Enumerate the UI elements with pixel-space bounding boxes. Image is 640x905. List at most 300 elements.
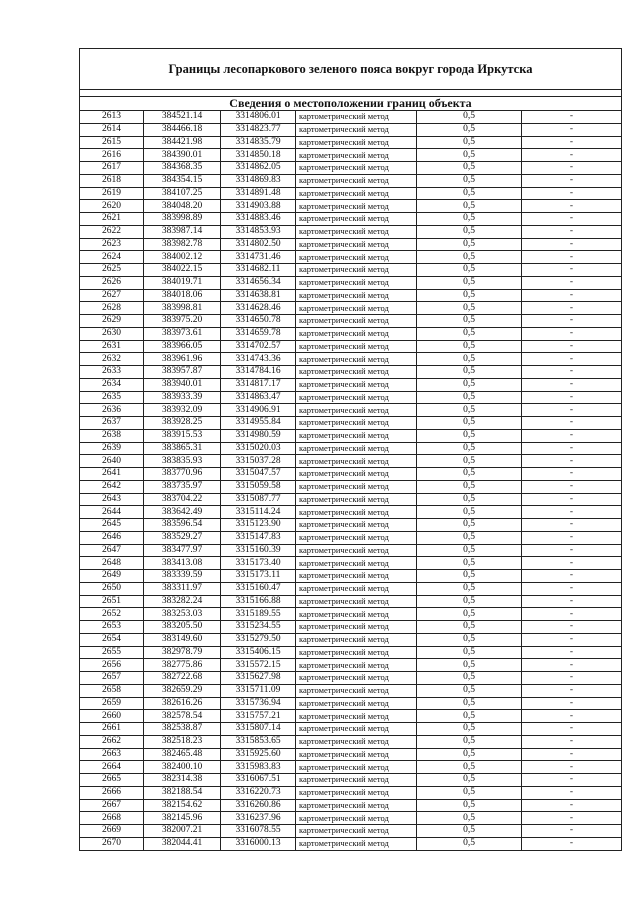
y-coordinate-cell: 3315123.90 — [221, 519, 296, 532]
method-cell: картометрический метод — [296, 684, 417, 697]
point-number-cell: 2665 — [80, 774, 144, 787]
y-coordinate-cell: 3316000.13 — [221, 837, 296, 849]
description-cell: - — [522, 493, 622, 506]
table-row — [80, 570, 621, 583]
description-cell: - — [522, 455, 622, 468]
point-number-cell: 2653 — [80, 621, 144, 634]
precision-cell: 0,5 — [417, 608, 522, 621]
method-cell: картометрический метод — [296, 506, 417, 519]
method-cell: картометрический метод — [296, 340, 417, 353]
description-cell: - — [522, 123, 622, 136]
point-number-cell: 2650 — [80, 582, 144, 595]
y-coordinate-cell: 3315020.03 — [221, 442, 296, 455]
point-number-cell: 2642 — [80, 480, 144, 493]
method-cell: картометрический метод — [296, 774, 417, 787]
x-coordinate-cell: 383835.93 — [144, 455, 221, 468]
document-title: Границы лесопаркового зеленого пояса вокруг города Иркутска — [80, 49, 621, 90]
x-coordinate-cell: 383975.20 — [144, 315, 221, 328]
method-cell: картометрический метод — [296, 149, 417, 162]
method-cell: картометрический метод — [296, 735, 417, 748]
table-row — [80, 684, 621, 697]
point-number-cell: 2630 — [80, 327, 144, 340]
y-coordinate-cell: 3314743.36 — [221, 353, 296, 366]
point-number-cell: 2626 — [80, 276, 144, 289]
method-cell: картометрический метод — [296, 404, 417, 417]
description-cell: - — [522, 213, 622, 226]
table-row — [80, 519, 621, 532]
description-cell: - — [522, 442, 622, 455]
x-coordinate-cell: 383735.97 — [144, 480, 221, 493]
x-coordinate-cell: 382578.54 — [144, 710, 221, 723]
x-coordinate-cell: 383704.22 — [144, 493, 221, 506]
precision-cell: 0,5 — [417, 111, 522, 123]
y-coordinate-cell: 3314702.57 — [221, 340, 296, 353]
precision-cell: 0,5 — [417, 327, 522, 340]
description-cell: - — [522, 162, 622, 175]
precision-cell: 0,5 — [417, 646, 522, 659]
table-row — [80, 238, 621, 251]
x-coordinate-cell: 384368.35 — [144, 162, 221, 175]
point-number-cell: 2633 — [80, 366, 144, 379]
precision-cell: 0,5 — [417, 340, 522, 353]
method-cell: картометрический метод — [296, 646, 417, 659]
point-number-cell: 2640 — [80, 455, 144, 468]
x-coordinate-cell: 382044.41 — [144, 837, 221, 849]
table-row — [80, 327, 621, 340]
x-coordinate-cell: 382188.54 — [144, 786, 221, 799]
point-number-cell: 2618 — [80, 174, 144, 187]
y-coordinate-cell: 3314955.84 — [221, 417, 296, 430]
point-number-cell: 2632 — [80, 353, 144, 366]
method-cell: картометрический метод — [296, 519, 417, 532]
precision-cell: 0,5 — [417, 748, 522, 761]
x-coordinate-cell: 382007.21 — [144, 825, 221, 838]
method-cell: картометрический метод — [296, 595, 417, 608]
point-number-cell: 2647 — [80, 544, 144, 557]
point-number-cell: 2625 — [80, 264, 144, 277]
description-cell: - — [522, 799, 622, 812]
method-cell: картометрический метод — [296, 723, 417, 736]
y-coordinate-cell: 3314891.48 — [221, 187, 296, 200]
point-number-cell: 2669 — [80, 825, 144, 838]
precision-cell: 0,5 — [417, 799, 522, 812]
x-coordinate-cell: 382659.29 — [144, 684, 221, 697]
precision-cell: 0,5 — [417, 672, 522, 685]
point-number-cell: 2662 — [80, 735, 144, 748]
y-coordinate-cell: 3314869.83 — [221, 174, 296, 187]
precision-cell: 0,5 — [417, 136, 522, 149]
method-cell: картометрический метод — [296, 225, 417, 238]
description-cell: - — [522, 238, 622, 251]
x-coordinate-cell: 383928.25 — [144, 417, 221, 430]
table-row — [80, 404, 621, 417]
table-row — [80, 761, 621, 774]
point-number-cell: 2635 — [80, 391, 144, 404]
point-number-cell: 2621 — [80, 213, 144, 226]
table-row — [80, 251, 621, 264]
description-cell: - — [522, 684, 622, 697]
precision-cell: 0,5 — [417, 238, 522, 251]
precision-cell: 0,5 — [417, 225, 522, 238]
table-row — [80, 429, 621, 442]
table-row — [80, 162, 621, 175]
table-row — [80, 200, 621, 213]
y-coordinate-cell: 3315173.40 — [221, 557, 296, 570]
point-number-cell: 2666 — [80, 786, 144, 799]
point-number-cell: 2622 — [80, 225, 144, 238]
x-coordinate-cell: 383642.49 — [144, 506, 221, 519]
method-cell: картометрический метод — [296, 162, 417, 175]
table-row — [80, 276, 621, 289]
point-number-cell: 2659 — [80, 697, 144, 710]
x-coordinate-cell: 383413.08 — [144, 557, 221, 570]
y-coordinate-cell: 3315572.15 — [221, 659, 296, 672]
method-cell: картометрический метод — [296, 429, 417, 442]
y-coordinate-cell: 3314823.77 — [221, 123, 296, 136]
method-cell: картометрический метод — [296, 315, 417, 328]
y-coordinate-cell: 3315047.57 — [221, 468, 296, 481]
description-cell: - — [522, 391, 622, 404]
x-coordinate-cell: 382145.96 — [144, 812, 221, 825]
x-coordinate-cell: 384466.18 — [144, 123, 221, 136]
y-coordinate-cell: 3315147.83 — [221, 531, 296, 544]
description-cell: - — [522, 200, 622, 213]
precision-cell: 0,5 — [417, 544, 522, 557]
x-coordinate-cell: 384022.15 — [144, 264, 221, 277]
precision-cell: 0,5 — [417, 531, 522, 544]
y-coordinate-cell: 3314650.78 — [221, 315, 296, 328]
description-cell: - — [522, 264, 622, 277]
table-row — [80, 837, 621, 849]
method-cell: картометрический метод — [296, 468, 417, 481]
method-cell: картометрический метод — [296, 238, 417, 251]
y-coordinate-cell: 3314806.01 — [221, 111, 296, 123]
description-cell: - — [522, 174, 622, 187]
table-row — [80, 174, 621, 187]
x-coordinate-cell: 382978.79 — [144, 646, 221, 659]
y-coordinate-cell: 3314863.47 — [221, 391, 296, 404]
x-coordinate-cell: 383933.39 — [144, 391, 221, 404]
x-coordinate-cell: 383982.78 — [144, 238, 221, 251]
y-coordinate-cell: 3315160.39 — [221, 544, 296, 557]
description-cell: - — [522, 506, 622, 519]
table-row — [80, 480, 621, 493]
description-cell: - — [522, 837, 622, 849]
precision-cell: 0,5 — [417, 570, 522, 583]
x-coordinate-cell: 384019.71 — [144, 276, 221, 289]
point-number-cell: 2649 — [80, 570, 144, 583]
description-cell: - — [522, 633, 622, 646]
point-number-cell: 2645 — [80, 519, 144, 532]
description-cell: - — [522, 480, 622, 493]
point-number-cell: 2667 — [80, 799, 144, 812]
description-cell: - — [522, 187, 622, 200]
precision-cell: 0,5 — [417, 480, 522, 493]
precision-cell: 0,5 — [417, 404, 522, 417]
y-coordinate-cell: 3316260.86 — [221, 799, 296, 812]
method-cell: картометрический метод — [296, 213, 417, 226]
method-cell: картометрический метод — [296, 812, 417, 825]
x-coordinate-cell: 384390.01 — [144, 149, 221, 162]
x-coordinate-cell: 383529.27 — [144, 531, 221, 544]
y-coordinate-cell: 3316067.51 — [221, 774, 296, 787]
table-row — [80, 315, 621, 328]
y-coordinate-cell: 3314853.93 — [221, 225, 296, 238]
y-coordinate-cell: 3315059.58 — [221, 480, 296, 493]
point-number-cell: 2664 — [80, 761, 144, 774]
table-row — [80, 697, 621, 710]
x-coordinate-cell: 382722.68 — [144, 672, 221, 685]
description-cell: - — [522, 570, 622, 583]
method-cell: картометрический метод — [296, 289, 417, 302]
x-coordinate-cell: 383311.97 — [144, 582, 221, 595]
description-cell: - — [522, 608, 622, 621]
method-cell: картометрический метод — [296, 366, 417, 379]
x-coordinate-cell: 383282.24 — [144, 595, 221, 608]
description-cell: - — [522, 659, 622, 672]
method-cell: картометрический метод — [296, 353, 417, 366]
method-cell: картометрический метод — [296, 570, 417, 583]
description-cell: - — [522, 276, 622, 289]
table-row — [80, 582, 621, 595]
precision-cell: 0,5 — [417, 506, 522, 519]
description-cell: - — [522, 723, 622, 736]
precision-cell: 0,5 — [417, 812, 522, 825]
description-cell: - — [522, 531, 622, 544]
table-row — [80, 633, 621, 646]
precision-cell: 0,5 — [417, 659, 522, 672]
x-coordinate-cell: 383865.31 — [144, 442, 221, 455]
x-coordinate-cell: 383998.81 — [144, 302, 221, 315]
x-coordinate-cell: 383205.50 — [144, 621, 221, 634]
x-coordinate-cell: 384107.25 — [144, 187, 221, 200]
method-cell: картометрический метод — [296, 748, 417, 761]
y-coordinate-cell: 3315757.21 — [221, 710, 296, 723]
x-coordinate-cell: 383253.03 — [144, 608, 221, 621]
x-coordinate-cell: 382775.86 — [144, 659, 221, 672]
precision-cell: 0,5 — [417, 774, 522, 787]
table-row — [80, 595, 621, 608]
point-number-cell: 2615 — [80, 136, 144, 149]
point-number-cell: 2620 — [80, 200, 144, 213]
point-number-cell: 2663 — [80, 748, 144, 761]
y-coordinate-cell: 3315234.55 — [221, 621, 296, 634]
precision-cell: 0,5 — [417, 366, 522, 379]
x-coordinate-cell: 382314.38 — [144, 774, 221, 787]
precision-cell: 0,5 — [417, 633, 522, 646]
y-coordinate-cell: 3314980.59 — [221, 429, 296, 442]
point-number-cell: 2648 — [80, 557, 144, 570]
precision-cell: 0,5 — [417, 353, 522, 366]
precision-cell: 0,5 — [417, 149, 522, 162]
y-coordinate-cell: 3316220.73 — [221, 786, 296, 799]
y-coordinate-cell: 3315807.14 — [221, 723, 296, 736]
table-row — [80, 442, 621, 455]
description-cell: - — [522, 302, 622, 315]
y-coordinate-cell: 3314784.16 — [221, 366, 296, 379]
table-row — [80, 659, 621, 672]
description-cell: - — [522, 251, 622, 264]
description-cell: - — [522, 786, 622, 799]
x-coordinate-cell: 382538.87 — [144, 723, 221, 736]
point-number-cell: 2656 — [80, 659, 144, 672]
precision-cell: 0,5 — [417, 123, 522, 136]
x-coordinate-cell: 382616.26 — [144, 697, 221, 710]
description-cell: - — [522, 327, 622, 340]
description-cell: - — [522, 429, 622, 442]
description-cell: - — [522, 289, 622, 302]
method-cell: картометрический метод — [296, 327, 417, 340]
method-cell: картометрический метод — [296, 391, 417, 404]
method-cell: картометрический метод — [296, 531, 417, 544]
description-cell: - — [522, 519, 622, 532]
x-coordinate-cell: 383998.89 — [144, 213, 221, 226]
precision-cell: 0,5 — [417, 429, 522, 442]
x-coordinate-cell: 382518.23 — [144, 735, 221, 748]
table-row — [80, 723, 621, 736]
table-row — [80, 468, 621, 481]
y-coordinate-cell: 3315853.65 — [221, 735, 296, 748]
precision-cell: 0,5 — [417, 493, 522, 506]
method-cell: картометрический метод — [296, 123, 417, 136]
method-cell: картометрический метод — [296, 251, 417, 264]
x-coordinate-cell: 383940.01 — [144, 378, 221, 391]
point-number-cell: 2614 — [80, 123, 144, 136]
precision-cell: 0,5 — [417, 378, 522, 391]
y-coordinate-cell: 3314802.50 — [221, 238, 296, 251]
point-number-cell: 2652 — [80, 608, 144, 621]
y-coordinate-cell: 3315173.11 — [221, 570, 296, 583]
point-number-cell: 2654 — [80, 633, 144, 646]
description-cell: - — [522, 825, 622, 838]
x-coordinate-cell: 383596.54 — [144, 519, 221, 532]
y-coordinate-cell: 3314682.11 — [221, 264, 296, 277]
point-number-cell: 2627 — [80, 289, 144, 302]
y-coordinate-cell: 3315160.47 — [221, 582, 296, 595]
description-cell: - — [522, 582, 622, 595]
point-number-cell: 2617 — [80, 162, 144, 175]
y-coordinate-cell: 3314656.34 — [221, 276, 296, 289]
precision-cell: 0,5 — [417, 213, 522, 226]
y-coordinate-cell: 3315983.83 — [221, 761, 296, 774]
y-coordinate-cell: 3314659.78 — [221, 327, 296, 340]
x-coordinate-cell: 383932.09 — [144, 404, 221, 417]
point-number-cell: 2628 — [80, 302, 144, 315]
precision-cell: 0,5 — [417, 684, 522, 697]
x-coordinate-cell: 383987.14 — [144, 225, 221, 238]
point-number-cell: 2670 — [80, 837, 144, 849]
x-coordinate-cell: 384521.14 — [144, 111, 221, 123]
table-row — [80, 455, 621, 468]
y-coordinate-cell: 3314628.46 — [221, 302, 296, 315]
table-row — [80, 621, 621, 634]
method-cell: картометрический метод — [296, 557, 417, 570]
x-coordinate-cell: 383915.53 — [144, 429, 221, 442]
x-coordinate-cell: 383770.96 — [144, 468, 221, 481]
x-coordinate-cell: 382465.48 — [144, 748, 221, 761]
table-row — [80, 812, 621, 825]
point-number-cell: 2636 — [80, 404, 144, 417]
description-cell: - — [522, 646, 622, 659]
point-number-cell: 2619 — [80, 187, 144, 200]
table-row — [80, 378, 621, 391]
method-cell: картометрический метод — [296, 608, 417, 621]
method-cell: картометрический метод — [296, 544, 417, 557]
point-number-cell: 2616 — [80, 149, 144, 162]
y-coordinate-cell: 3315166.88 — [221, 595, 296, 608]
method-cell: картометрический метод — [296, 187, 417, 200]
precision-cell: 0,5 — [417, 162, 522, 175]
precision-cell: 0,5 — [417, 761, 522, 774]
y-coordinate-cell: 3314850.18 — [221, 149, 296, 162]
precision-cell: 0,5 — [417, 735, 522, 748]
table-row — [80, 799, 621, 812]
precision-cell: 0,5 — [417, 519, 522, 532]
table-row — [80, 391, 621, 404]
method-cell: картометрический метод — [296, 200, 417, 213]
method-cell: картометрический метод — [296, 710, 417, 723]
description-cell: - — [522, 697, 622, 710]
point-number-cell: 2655 — [80, 646, 144, 659]
precision-cell: 0,5 — [417, 825, 522, 838]
description-cell: - — [522, 111, 622, 123]
x-coordinate-cell: 383149.60 — [144, 633, 221, 646]
method-cell: картометрический метод — [296, 493, 417, 506]
x-coordinate-cell: 383957.87 — [144, 366, 221, 379]
description-cell: - — [522, 710, 622, 723]
table-row — [80, 213, 621, 226]
x-coordinate-cell: 384048.20 — [144, 200, 221, 213]
method-cell: картометрический метод — [296, 442, 417, 455]
y-coordinate-cell: 3314862.05 — [221, 162, 296, 175]
table-row — [80, 264, 621, 277]
precision-cell: 0,5 — [417, 468, 522, 481]
precision-cell: 0,5 — [417, 289, 522, 302]
method-cell: картометрический метод — [296, 786, 417, 799]
table-row — [80, 187, 621, 200]
table-row — [80, 136, 621, 149]
precision-cell: 0,5 — [417, 391, 522, 404]
precision-cell: 0,5 — [417, 276, 522, 289]
y-coordinate-cell: 3315736.94 — [221, 697, 296, 710]
precision-cell: 0,5 — [417, 837, 522, 849]
description-cell: - — [522, 417, 622, 430]
point-number-cell: 2629 — [80, 315, 144, 328]
y-coordinate-cell: 3314817.17 — [221, 378, 296, 391]
y-coordinate-cell: 3316078.55 — [221, 825, 296, 838]
x-coordinate-cell: 384002.12 — [144, 251, 221, 264]
point-number-cell: 2646 — [80, 531, 144, 544]
point-number-cell: 2658 — [80, 684, 144, 697]
point-number-cell: 2641 — [80, 468, 144, 481]
method-cell: картометрический метод — [296, 659, 417, 672]
y-coordinate-cell: 3314731.46 — [221, 251, 296, 264]
section-title: Сведения о местоположении границ объекта — [80, 97, 621, 111]
y-coordinate-cell: 3315627.98 — [221, 672, 296, 685]
precision-cell: 0,5 — [417, 187, 522, 200]
precision-cell: 0,5 — [417, 442, 522, 455]
x-coordinate-cell: 383477.97 — [144, 544, 221, 557]
x-coordinate-cell: 382400.10 — [144, 761, 221, 774]
x-coordinate-cell: 382154.62 — [144, 799, 221, 812]
description-cell: - — [522, 404, 622, 417]
description-cell: - — [522, 812, 622, 825]
method-cell: картометрический метод — [296, 761, 417, 774]
point-number-cell: 2651 — [80, 595, 144, 608]
y-coordinate-cell: 3315037.28 — [221, 455, 296, 468]
table-row — [80, 506, 621, 519]
y-coordinate-cell: 3314638.81 — [221, 289, 296, 302]
